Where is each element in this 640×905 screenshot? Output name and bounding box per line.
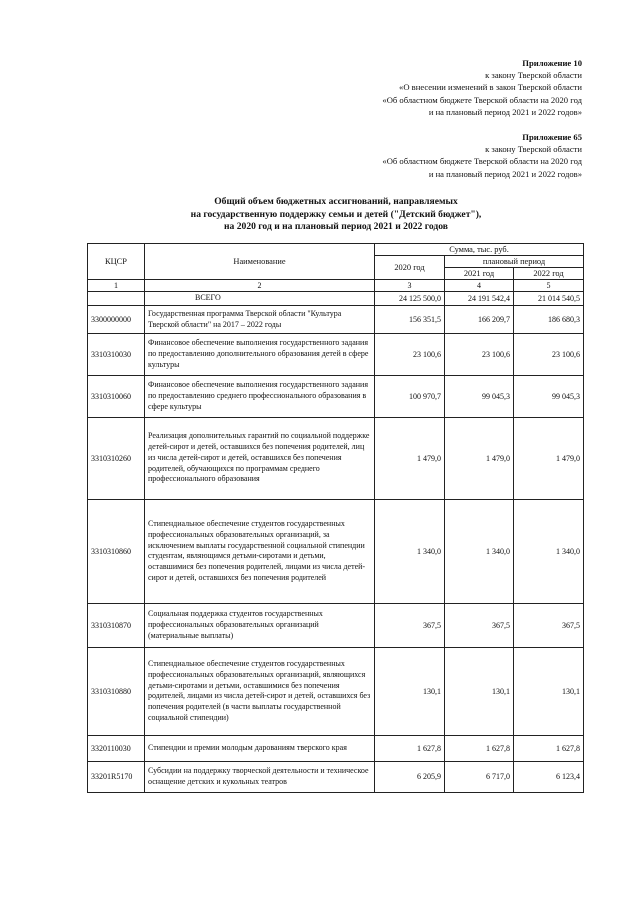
value-2021-cell: 1 340,0 — [445, 499, 514, 603]
table-row — [88, 292, 584, 306]
value-2021-cell: 1 627,8 — [445, 735, 514, 761]
value-2020-cell: 367,5 — [375, 603, 445, 647]
name-cell: Стипендиальное обеспечение студентов государственных профессиональных образовательных организаций, за исключением выплаты государственной социальной стипендии студентам, являющимся детьми-сиротами и детьми, оставшимися без попечения родителей, лицами из числа детей-сирот и детей, оставшихся без попечения родителей — [145, 499, 375, 603]
kcsr-cell: 3310310860 — [88, 499, 145, 603]
kcsr-cell: 3310310870 — [88, 603, 145, 647]
value-2020-cell: 24 125 500,0 — [375, 292, 445, 306]
kcsr-cell: 3310310060 — [88, 375, 145, 417]
title-line: на 2020 год и на плановый период 2021 и 2022 годов — [224, 221, 448, 233]
appendix-10-heading: Приложение 10 — [522, 58, 582, 68]
appendix-65-line: к закону Тверской области — [485, 144, 582, 155]
column-number: 1 — [88, 280, 145, 292]
value-2020-cell: 100 970,7 — [375, 375, 445, 417]
column-number-row — [88, 280, 584, 292]
table-row — [88, 375, 584, 417]
name-cell: Государственная программа Тверской области "Культура Тверской области" на 2017 – 2022 годы — [145, 305, 375, 333]
kcsr-cell: 3310310030 — [88, 333, 145, 375]
value-2022-cell: 23 100,6 — [514, 333, 584, 375]
name-cell: Финансовое обеспечение выполнения государственного задания по предоставлению среднего профессионального образования в сфере культуры — [145, 375, 375, 417]
kcsr-cell: 3300000000 — [88, 305, 145, 333]
appendix-65-line: «Об областном бюджете Тверской области на 2020 год — [382, 156, 582, 167]
table-row — [88, 647, 584, 735]
header-name: Наименование — [145, 244, 375, 280]
value-2021-cell: 130,1 — [445, 647, 514, 735]
appendix-10-block — [382, 57, 582, 118]
table-row — [88, 417, 584, 499]
table-row — [88, 603, 584, 647]
value-2022-cell: 1 479,0 — [514, 417, 584, 499]
table-row — [88, 761, 584, 792]
column-number: 4 — [445, 280, 514, 292]
header-2021: 2021 год — [445, 268, 514, 280]
value-2020-cell: 130,1 — [375, 647, 445, 735]
name-cell: Социальная поддержка студентов государственных профессиональных образовательных организаций (материальные выплаты) — [145, 603, 375, 647]
value-2020-cell: 6 205,9 — [375, 761, 445, 792]
appendix-10-line: и на плановый период 2021 и 2022 годов» — [428, 106, 582, 117]
header-sum: Сумма, тыс. руб. — [375, 244, 584, 256]
table-row — [88, 305, 584, 333]
appendix-10-line: к закону Тверской области — [485, 70, 582, 81]
value-2022-cell: 1 340,0 — [514, 499, 584, 603]
column-number: 5 — [514, 280, 584, 292]
header-planned-period: плановый период — [445, 256, 584, 268]
title-line: на государственную поддержку семьи и детей ("Детский бюджет"), — [190, 208, 482, 220]
header-kcsr: КЦСР — [88, 244, 145, 280]
document-title — [86, 196, 586, 234]
name-cell: Финансовое обеспечение выполнения государственного задания по предоставлению дополнительного образования детей в сфере культуры — [145, 333, 375, 375]
value-2020-cell: 23 100,6 — [375, 333, 445, 375]
value-2022-cell: 99 045,3 — [514, 375, 584, 417]
value-2021-cell: 367,5 — [445, 603, 514, 647]
appendix-65-heading: Приложение 65 — [522, 132, 582, 142]
value-2022-cell: 1 627,8 — [514, 735, 584, 761]
appendix-65-block — [382, 131, 582, 180]
value-2021-cell: 166 209,7 — [445, 305, 514, 333]
kcsr-cell: 3320110030 — [88, 735, 145, 761]
value-2022-cell: 6 123,4 — [514, 761, 584, 792]
appendix-65-line: и на плановый период 2021 и 2022 годов» — [428, 168, 582, 179]
name-cell: Реализация дополнительных гарантий по социальной поддержке детей-сирот и детей, оставшихся без попечения родителей, лиц из числа детей-сирот и детей, оставшихся без попечения родителей, обучающихся по программам среднего профессионального образования — [145, 417, 375, 499]
value-2022-cell: 130,1 — [514, 647, 584, 735]
value-2021-cell: 24 191 542,4 — [445, 292, 514, 306]
column-number: 3 — [375, 280, 445, 292]
value-2021-cell: 99 045,3 — [445, 375, 514, 417]
header-2020: 2020 год — [375, 256, 445, 280]
appendix-10-line: «О внесении изменений в закон Тверской области — [399, 82, 582, 93]
value-2020-cell: 1 479,0 — [375, 417, 445, 499]
name-cell: ВСЕГО — [145, 292, 375, 306]
kcsr-cell — [88, 292, 145, 306]
value-2020-cell: 1 627,8 — [375, 735, 445, 761]
appendix-10-line: «Об областном бюджете Тверской области на 2020 год — [382, 94, 582, 105]
value-2021-cell: 6 717,0 — [445, 761, 514, 792]
title-line: Общий объем бюджетных ассигнований, направляемых — [214, 196, 458, 207]
value-2022-cell: 186 680,3 — [514, 305, 584, 333]
value-2021-cell: 23 100,6 — [445, 333, 514, 375]
table-row — [88, 333, 584, 375]
value-2022-cell: 367,5 — [514, 603, 584, 647]
value-2021-cell: 1 479,0 — [445, 417, 514, 499]
kcsr-cell: 3310310880 — [88, 647, 145, 735]
value-2022-cell: 21 014 540,5 — [514, 292, 584, 306]
table-row — [88, 499, 584, 603]
value-2020-cell: 156 351,5 — [375, 305, 445, 333]
name-cell: Стипендиальное обеспечение студентов государственных профессиональных образовательных организаций, являющихся детьми-сиротами и детьми, оставшимися без попечения родителей, лицами из числа детей-сирот и детей, оставшихся без попечения родителей (в части выплаты государственной социальной стипендии) — [145, 647, 375, 735]
table-row — [88, 735, 584, 761]
column-number: 2 — [145, 280, 375, 292]
kcsr-cell: 33201R5170 — [88, 761, 145, 792]
kcsr-cell: 3310310260 — [88, 417, 145, 499]
header-2022: 2022 год — [514, 268, 584, 280]
name-cell: Субсидии на поддержку творческой деятельности и техническое оснащение детских и кукольных театров — [145, 761, 375, 792]
budget-table — [87, 243, 584, 793]
name-cell: Стипендии и премии молодым дарованиям тверского края — [145, 735, 375, 761]
value-2020-cell: 1 340,0 — [375, 499, 445, 603]
